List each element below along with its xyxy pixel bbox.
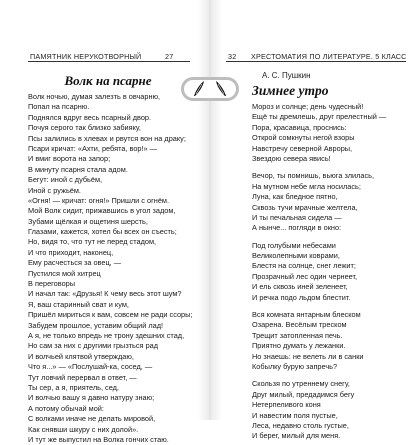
stanza-gap [252,234,386,241]
poem-line: Псы залились в хлевах и рвутся вон на драку; [28,133,186,143]
poem-line: В минуту псарня стала адом. [28,164,128,174]
quill-pen-ornament-icon [180,75,240,103]
poem-line: На мутном небе мгла носилась; [252,181,361,191]
poem-line: Бегут: иной с дубьём, [28,175,103,185]
poem-line: А я, не только впредь не трону здешних стад, [28,330,185,340]
poem-line: Прозрачный лес один чернеет, [252,271,358,281]
poem-line: Сквозь тучи мрачные желтела, [252,202,358,212]
book-gutter-shadow [198,0,222,420]
poem-line: Вечор, ты помнишь, вьюга злилась, [252,171,375,181]
poem-line: Что я...» — «Послушай-ка, сосед, — [28,362,153,372]
poem-line: И ты печальная сидела — [252,212,342,222]
poem-line: И начал так: «Друзья! К чему весь этот шум? [28,289,182,299]
poem-line: Но знаешь: не велеть ли в санки [252,351,364,361]
poem-line: Пустился мой хитрец [28,268,101,278]
poem-line: «Огня! — кричат: огня!» Пришли с огнём. [28,195,170,205]
poem-line: Блестя на солнце, снег лежит; [252,261,356,271]
poem-line: Но сам за них с другими грызться рад [28,341,159,351]
poem-line: И тут же выпустил на Волка гончих стаю. [28,434,169,444]
poem-line: Ещё ты дремлешь, друг прелестный — [252,112,387,122]
poem-line: Нетерпеливого коня [252,400,321,410]
poem-line: Зубами щёлкая и ощетиня шерсть, [28,216,148,226]
poem-line: Тут ловчий перервал в ответ, — [28,372,137,382]
stanza-gap [252,164,386,171]
poem-line: Великолепными коврами, [252,251,340,261]
poem-line: Скользя по утреннему снегу, [252,379,350,389]
stanza-gap [252,372,386,379]
poem-line: Глазами, кажется, хотел бы всех он съесть; [28,227,177,237]
poem-line: Но, видя то, что тут не перед стадом, [28,237,157,247]
left-header-rule [28,61,190,62]
poem-author: А. С. Пушкин [262,71,311,80]
poem-line: А потому обычай мой: [28,403,104,413]
poem-line: Навстречу северной Авроры, [252,143,353,153]
poem-line: И ель сквозь иней зеленеет, [252,282,348,292]
left-running-head: ПАМЯТНИК НЕРУКОТВОРНЫЙ [30,52,142,61]
poem-line: И волчьей клятвой утверждаю, [28,351,134,361]
right-page-number: 32 [228,52,237,61]
poem-line: Под голубыми небесами [252,240,336,250]
poem-line: Приятно думать у лежанки. [252,341,346,351]
poem-line: Звездою севера явись! [252,153,331,163]
poem-line: И навестим поля пустые, [252,410,338,420]
right-poem-body [252,102,386,442]
poem-line: Трещит затопленная печь. [252,330,343,340]
poem-line: Поднялся вдруг весь псарный двор. [28,112,152,122]
poem-line: И берег, милый для меня. [252,431,341,441]
poem-line: И вмиг ворота на запор; [28,154,111,164]
poem-line: Открой сомкнуты негой взоры [252,133,355,143]
poem-line: Попал на псарню. [28,102,90,112]
poem-line: Мороз и солнце; день чудесный! [252,102,364,111]
poem-line: Забудем прошлое, уставим общий лад! [28,320,164,330]
poem-line: Ему расчесться за овец, — [28,258,122,268]
poem-line: Вся комната янтарным блеском [252,310,361,320]
poem-line: И волчью вашу я давно натуру знаю; [28,393,155,403]
poem-line: Почуя серого так близко забияку, [28,123,141,133]
left-poem-body [28,92,192,445]
poem-line: Друг милый, предадимся бегу [252,389,355,399]
poem-line: Пора, красавица, проснись: [252,122,347,132]
poem-line: И речка подо льдом блестит. [252,292,351,302]
poem-line: С волками иначе не делать мировой, [28,414,156,424]
poem-line: Волк ночью, думая залезть в овчарню, [28,92,161,101]
left-poem-title: Волк на псарне [64,73,152,88]
left-page-number: 27 [165,52,174,61]
poem-line: А нынче... погляди в окно: [252,223,342,233]
poem-line: Я, ваш старинный сват и кум, [28,299,129,309]
poem-line: Ты сер, а я, приятель, сед, [28,382,119,392]
right-header-rule [226,61,406,62]
right-running-head: ХРЕСТОМАТИЯ ПО ЛИТЕРАТУРЕ. 5 КЛАСС [251,52,407,61]
poem-line: Кобылку бурую запречь? [252,361,338,371]
poem-line: Псари кричат: «Ахти, ребята, вор!» — [28,143,158,153]
poem-line: И что приходит, наконец, [28,247,114,257]
poem-line: Луна, как бледное пятно, [252,192,338,202]
poem-line: Леса, недавно столь густые, [252,420,349,430]
poem-line: В переговоры [28,279,76,289]
poem-line: Иной с ружьём. [28,185,81,195]
poem-line: Пришёл мириться к вам, совсем не ради ссоры; [28,310,193,320]
poem-line: Как снявши шкуру с них долой». [28,424,139,434]
stanza-gap [252,303,386,310]
poem-line: Озарена. Весёлым треском [252,320,347,330]
poem-line: Мой Волк сидит, прижавшись в угол задом, [28,206,176,216]
right-poem-title: Зимнее утро [252,83,329,98]
